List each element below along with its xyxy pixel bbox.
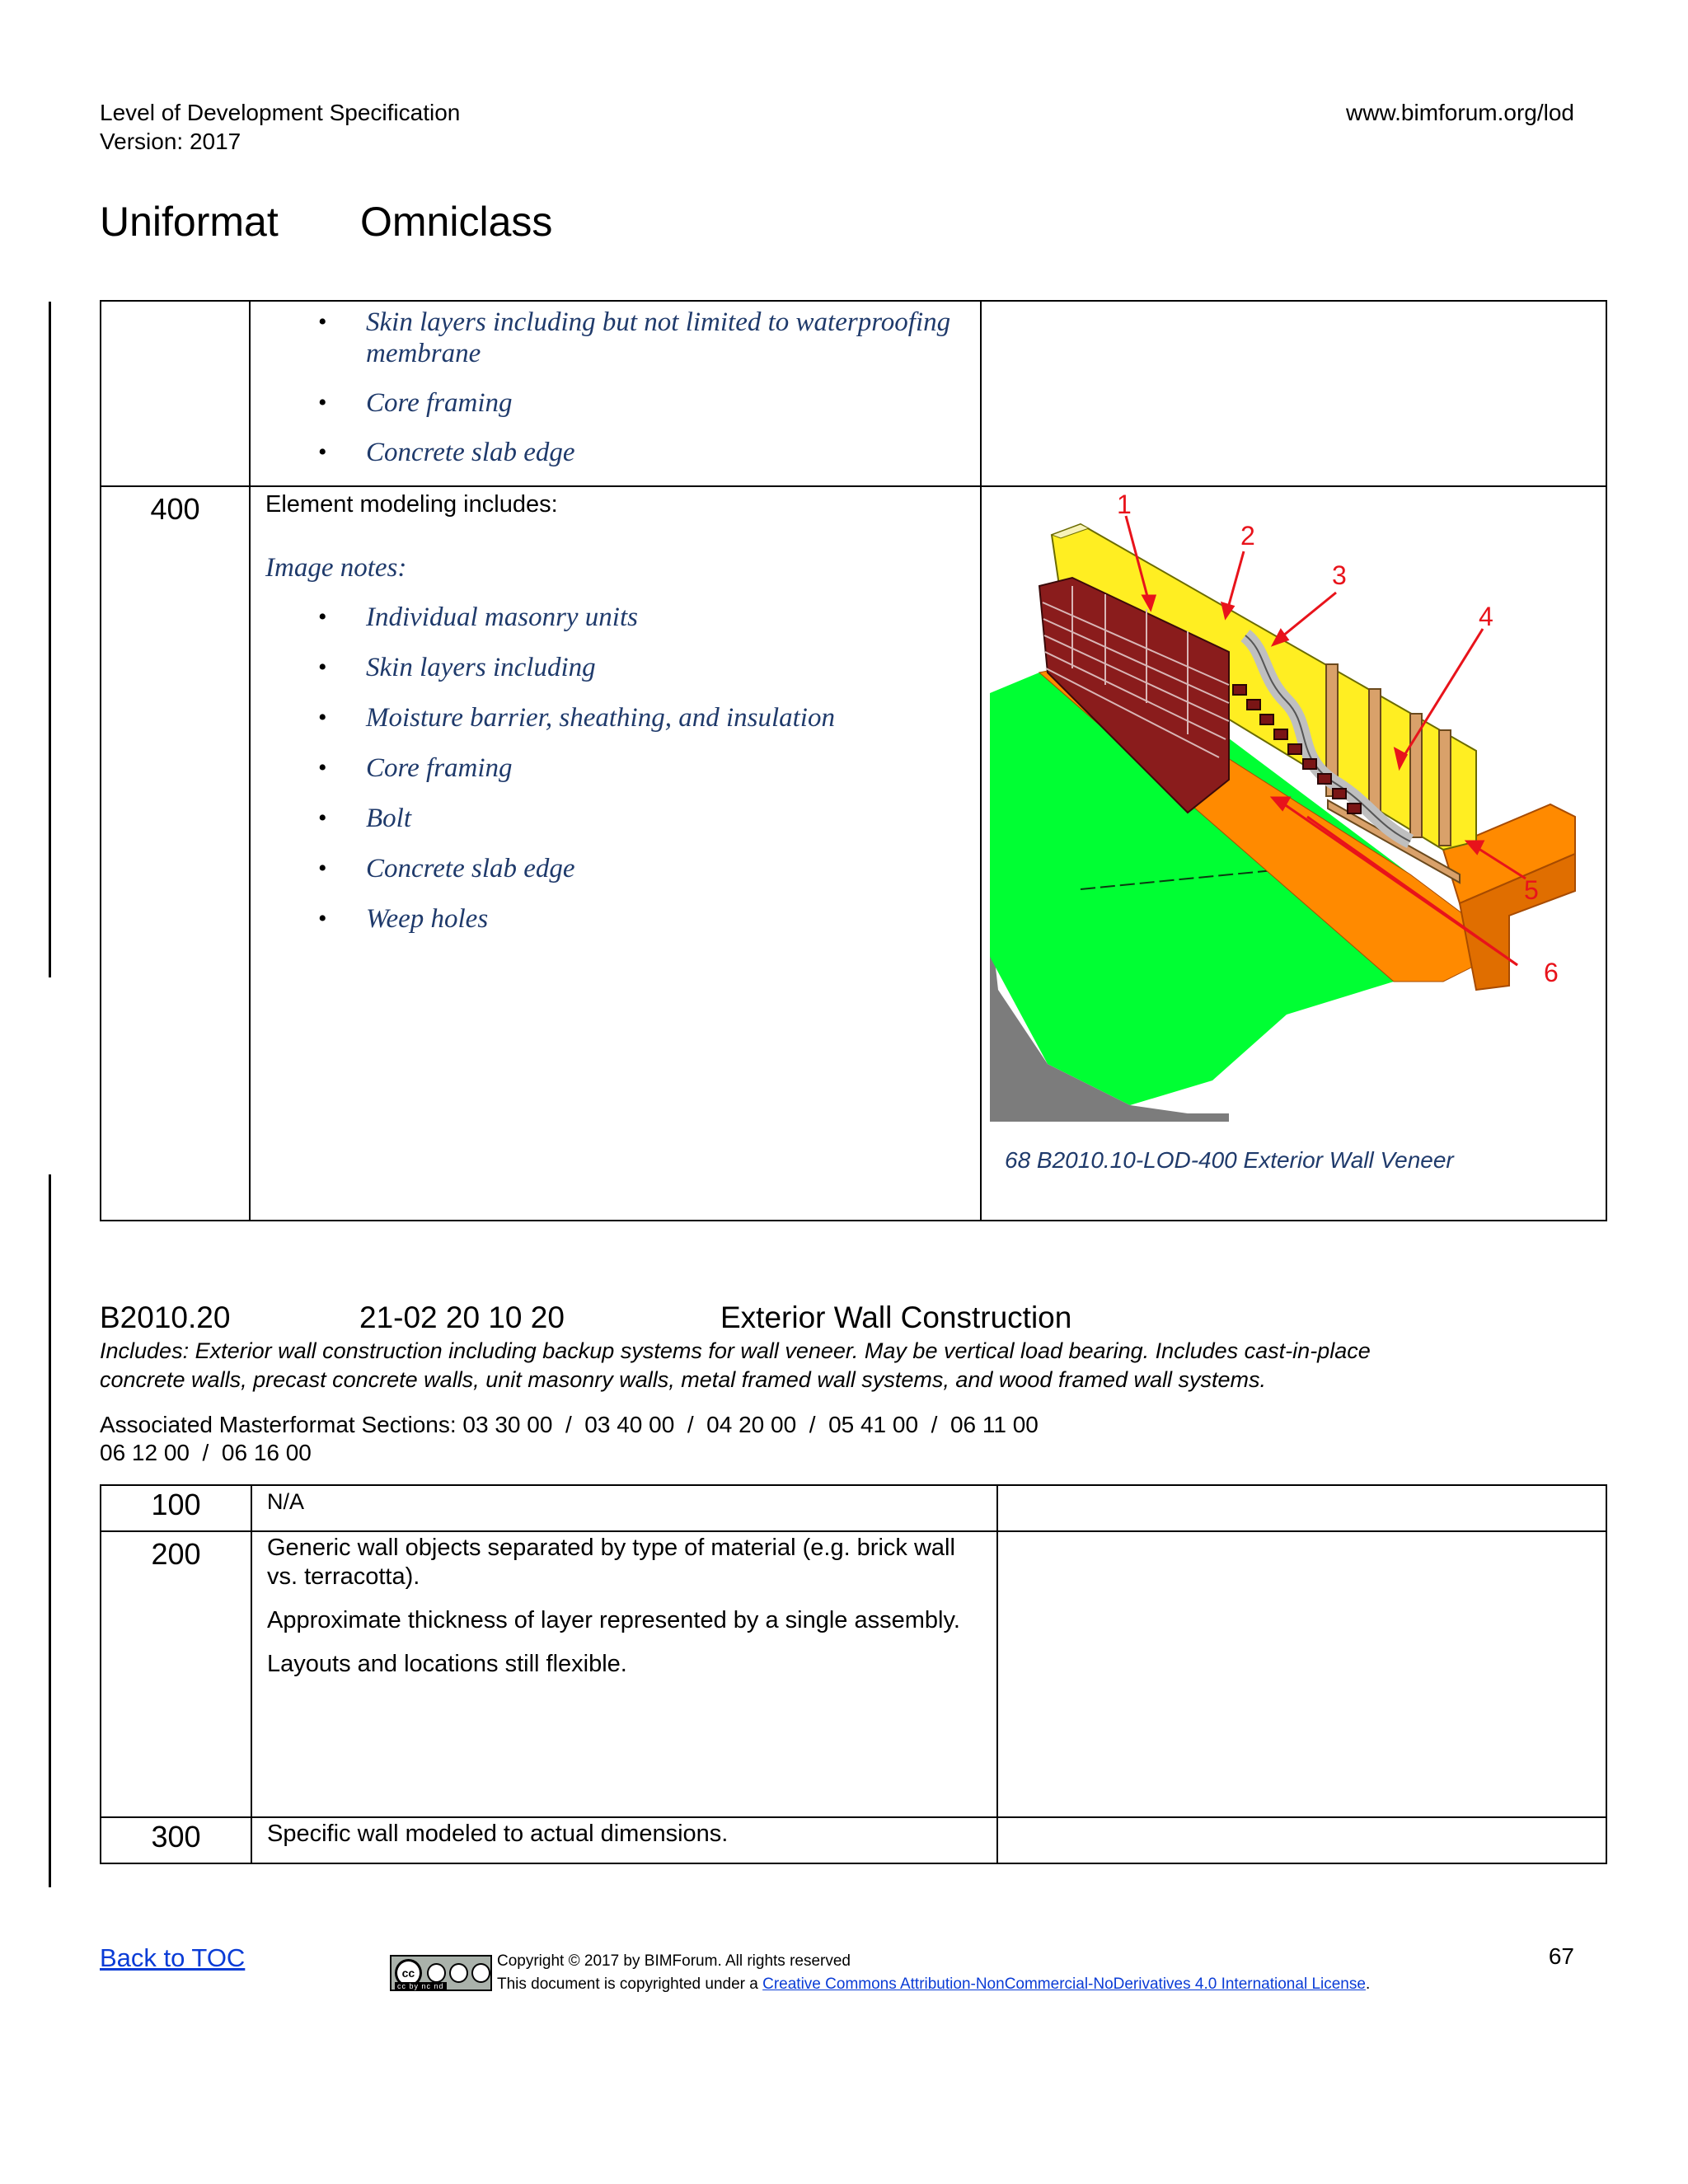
list-item: • Individual masonry units <box>251 602 980 633</box>
image-cell-empty <box>997 1485 1606 1531</box>
description-cell <box>251 1531 997 1817</box>
callout-5: 5 <box>1524 875 1539 905</box>
image-cell-empty <box>981 301 1606 486</box>
image-cell-empty <box>997 1531 1606 1817</box>
continued-bullet-list <box>251 307 980 468</box>
row-300-text: Specific wall modeled to actual dimensions. <box>267 1821 729 1847</box>
nd-icon <box>471 1963 490 1983</box>
callout-2: 2 <box>1240 521 1255 551</box>
masterformat-sections-line1: Associated Masterformat Sections: 03 30 00 / 03 40 00 / 04 20 00 / 05 41 00 / 06 11 00 <box>100 1412 1039 1437</box>
list-item: • Bolt <box>251 803 980 834</box>
lod-table-b2010-10 <box>100 300 1607 1221</box>
list-item: • Core framing <box>251 387 980 419</box>
lod-level-300: 300 <box>101 1817 251 1863</box>
license-suffix: . <box>1365 1975 1371 1993</box>
website-url[interactable]: www.bimforum.org/lod <box>1346 100 1574 125</box>
description-cell <box>250 301 981 486</box>
table-row-100 <box>101 1485 1606 1531</box>
lod-cell-empty <box>101 301 250 486</box>
nc-icon <box>449 1963 468 1983</box>
element-code: B2010.20 <box>100 1301 231 1334</box>
lod-table-b2010-20 <box>100 1484 1607 1864</box>
change-bar-top <box>49 302 51 977</box>
page-number: 67 <box>1548 1943 1574 1969</box>
cc-license-badge[interactable] <box>390 1955 492 1991</box>
omniclass-heading: Omniclass <box>360 199 553 245</box>
callout-3: 3 <box>1332 560 1347 590</box>
row-200-line: Generic wall objects separated by type of material (e.g. brick wall vs. terracotta). <box>267 1535 955 1590</box>
table-row-300 <box>101 1817 1606 1863</box>
description-cell <box>250 486 981 1221</box>
element-omniclass-code: 21-02 20 10 20 <box>359 1301 565 1334</box>
lod-level-100: 100 <box>101 1485 251 1531</box>
change-bar-bottom <box>49 1174 51 1887</box>
callout-6: 6 <box>1544 958 1559 987</box>
element-includes-line1: Includes: Exterior wall construction including backup systems for wall veneer. May be vertical load bearing. Includes cast-in-place <box>100 1338 1371 1363</box>
by-icon <box>427 1963 446 1983</box>
cc-logo-icon: cc <box>395 1959 422 1987</box>
license-link[interactable]: Creative Commons Attribution-NonCommercial-NoDerivatives 4.0 International License <box>762 1975 1366 1993</box>
list-item: • Core framing <box>251 752 980 784</box>
license-notice <box>497 1975 1370 1994</box>
row-200-line: Approximate thickness of layer represented by a single assembly. <box>267 1607 960 1633</box>
figure-cell <box>981 486 1606 1221</box>
callout-1: 1 <box>1117 490 1132 519</box>
callout-4: 4 <box>1479 602 1493 631</box>
lod-level-200: 200 <box>101 1531 251 1817</box>
description-cell <box>251 1817 997 1863</box>
list-item: • Moisture barrier, sheathing, and insulation <box>251 702 980 733</box>
uniformat-heading: Uniformat <box>100 199 279 245</box>
image-notes-title: Image notes: <box>265 553 407 583</box>
cc-badge-text: cc by nc nd <box>395 1982 447 1990</box>
list-item: • Skin layers including but not limited to waterproofing membrane <box>251 307 980 369</box>
table-row-200 <box>101 1531 1606 1817</box>
back-to-toc-link[interactable]: Back to TOC <box>100 1943 246 1972</box>
list-item: • Weep holes <box>251 903 980 935</box>
description-cell <box>251 1485 997 1531</box>
table-row-continued <box>101 301 1606 486</box>
element-includes-line2: concrete walls, precast concrete walls, unit masonry walls, metal framed wall systems, and wood framed wall systems. <box>100 1367 1267 1392</box>
list-item: • Concrete slab edge <box>251 853 980 884</box>
exterior-wall-veneer-figure <box>982 487 1606 1220</box>
image-notes-list <box>251 602 980 935</box>
image-cell-empty <box>997 1817 1606 1863</box>
element-modeling-intro: Element modeling includes: <box>265 491 558 518</box>
list-item: • Concrete slab edge <box>251 437 980 468</box>
doc-title: Level of Development Specification <box>100 100 461 125</box>
doc-version: Version: 2017 <box>100 129 241 154</box>
element-title: Exterior Wall Construction <box>720 1301 1072 1334</box>
masterformat-sections-line2: 06 12 00 / 06 16 00 <box>100 1440 312 1465</box>
list-item: • Skin layers including <box>251 652 980 683</box>
row-100-text: N/A <box>267 1489 305 1514</box>
row-200-line: Layouts and locations still flexible. <box>267 1651 627 1677</box>
figure-caption: 68 B2010.10-LOD-400 Exterior Wall Veneer <box>1005 1147 1454 1173</box>
copyright-notice: Copyright © 2017 by BIMForum. All rights reserved <box>497 1952 851 1970</box>
table-row-400 <box>101 486 1606 1221</box>
license-prefix: This document is copyrighted under a <box>497 1975 763 1993</box>
lod-level-400: 400 <box>101 486 250 1221</box>
